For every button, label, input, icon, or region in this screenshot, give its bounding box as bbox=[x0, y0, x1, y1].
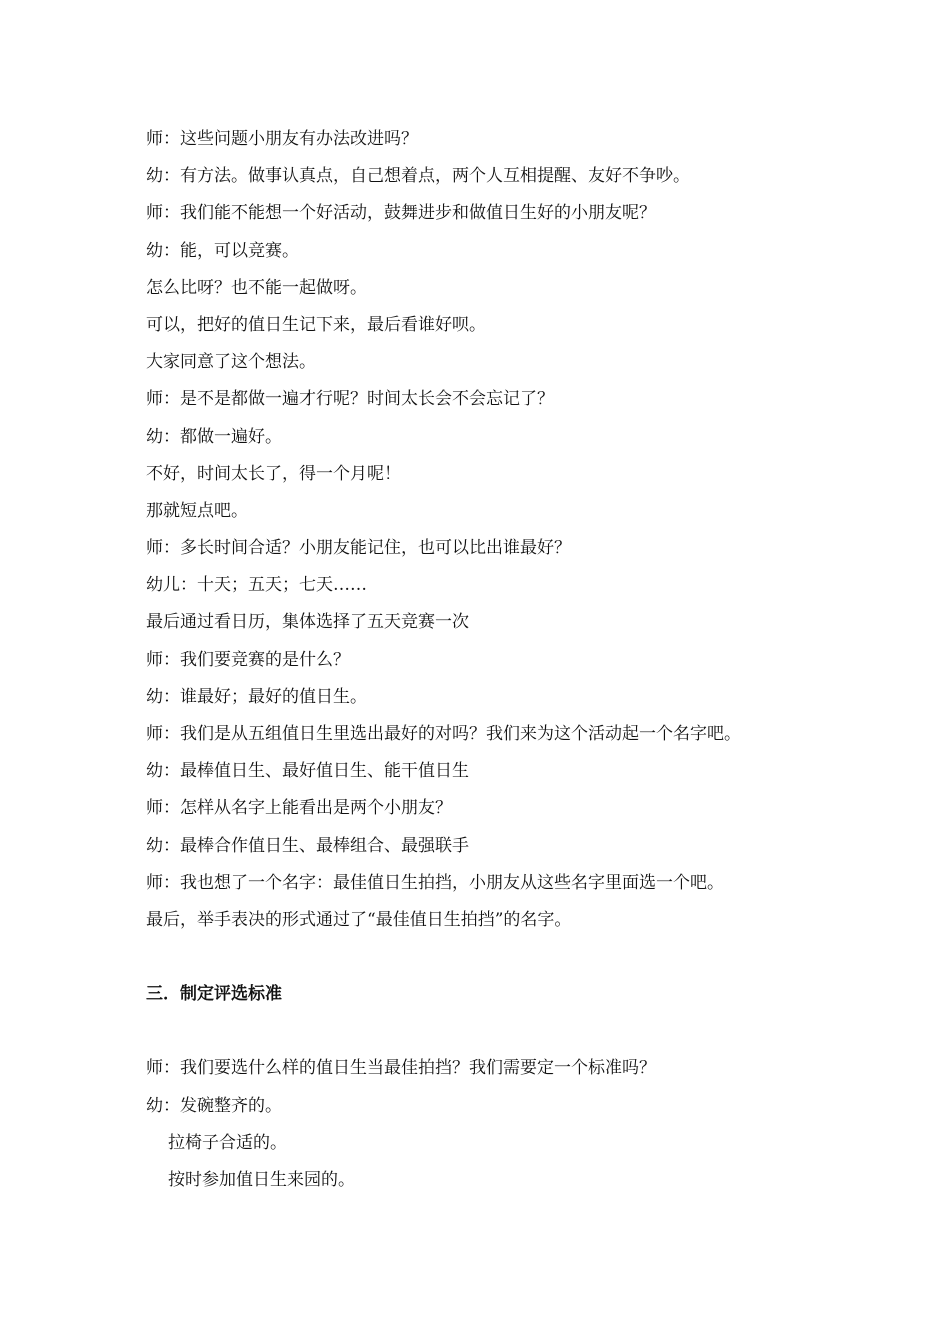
paragraph-line: 可以，把好的值日生记下来，最后看谁好呗。 bbox=[146, 314, 486, 335]
paragraph-line: 最后通过看日历，集体选择了五天竞赛一次 bbox=[146, 612, 469, 633]
paragraph-line: 师：我们能不能想一个好活动，鼓舞进步和做值日生好的小朋友呢？ bbox=[146, 203, 656, 224]
paragraph-line: 幼：都做一遍好。 bbox=[146, 426, 282, 447]
paragraph-line: 师：我们要竞赛的是什么？ bbox=[146, 649, 350, 670]
paragraph-line: 幼：最棒合作值日生、最棒组合、最强联手 bbox=[146, 835, 469, 856]
paragraph-line: 师：多长时间合适？小朋友能记住，也可以比出谁最好？ bbox=[146, 538, 571, 559]
paragraph-line: 师：我们要选什么样的值日生当最佳拍挡？我们需要定一个标准吗？ bbox=[146, 1058, 656, 1079]
document-body bbox=[146, 121, 846, 1199]
section-heading: 三．制定评选标准 bbox=[146, 984, 282, 1005]
paragraph-line: 那就短点吧。 bbox=[146, 500, 248, 521]
paragraph-line: 怎么比呀？也不能一起做呀。 bbox=[146, 277, 367, 298]
paragraph-line: 师：怎样从名字上能看出是两个小朋友？ bbox=[146, 798, 452, 819]
paragraph-line: 师：这些问题小朋友有办法改进吗？ bbox=[146, 129, 418, 149]
paragraph-line: 最后，举手表决的形式通过了“最佳值日生拍挡”的名字。 bbox=[146, 909, 572, 930]
paragraph-line: 幼儿：十天；五天；七天…… bbox=[146, 575, 367, 596]
paragraph-line: 幼：最棒值日生、最好值日生、能干值日生 bbox=[146, 761, 469, 782]
paragraph-line: 幼：谁最好；最好的值日生。 bbox=[146, 686, 367, 707]
paragraph-line: 幼：能，可以竞赛。 bbox=[146, 240, 299, 261]
paragraph-line: 师：我也想了一个名字：最佳值日生拍挡，小朋友从这些名字里面选一个吧。 bbox=[146, 872, 724, 893]
indented-line: 按时参加值日生来园的。 bbox=[168, 1169, 355, 1190]
paragraph-line: 幼：发碗整齐的。 bbox=[146, 1095, 282, 1116]
indented-line: 拉椅子合适的。 bbox=[168, 1132, 287, 1153]
paragraph-line: 幼：有方法。做事认真点，自己想着点，两个人互相提醒、友好不争吵。 bbox=[146, 166, 690, 187]
paragraph-line: 大家同意了这个想法。 bbox=[146, 352, 316, 373]
paragraph-line: 师：我们是从五组值日生里选出最好的对吗？我们来为这个活动起一个名字吧。 bbox=[146, 724, 741, 744]
paragraph-line: 师：是不是都做一遍才行呢？时间太长会不会忘记了？ bbox=[146, 389, 554, 410]
paragraph-line: 不好，时间太长了，得一个月呢！ bbox=[146, 463, 401, 484]
